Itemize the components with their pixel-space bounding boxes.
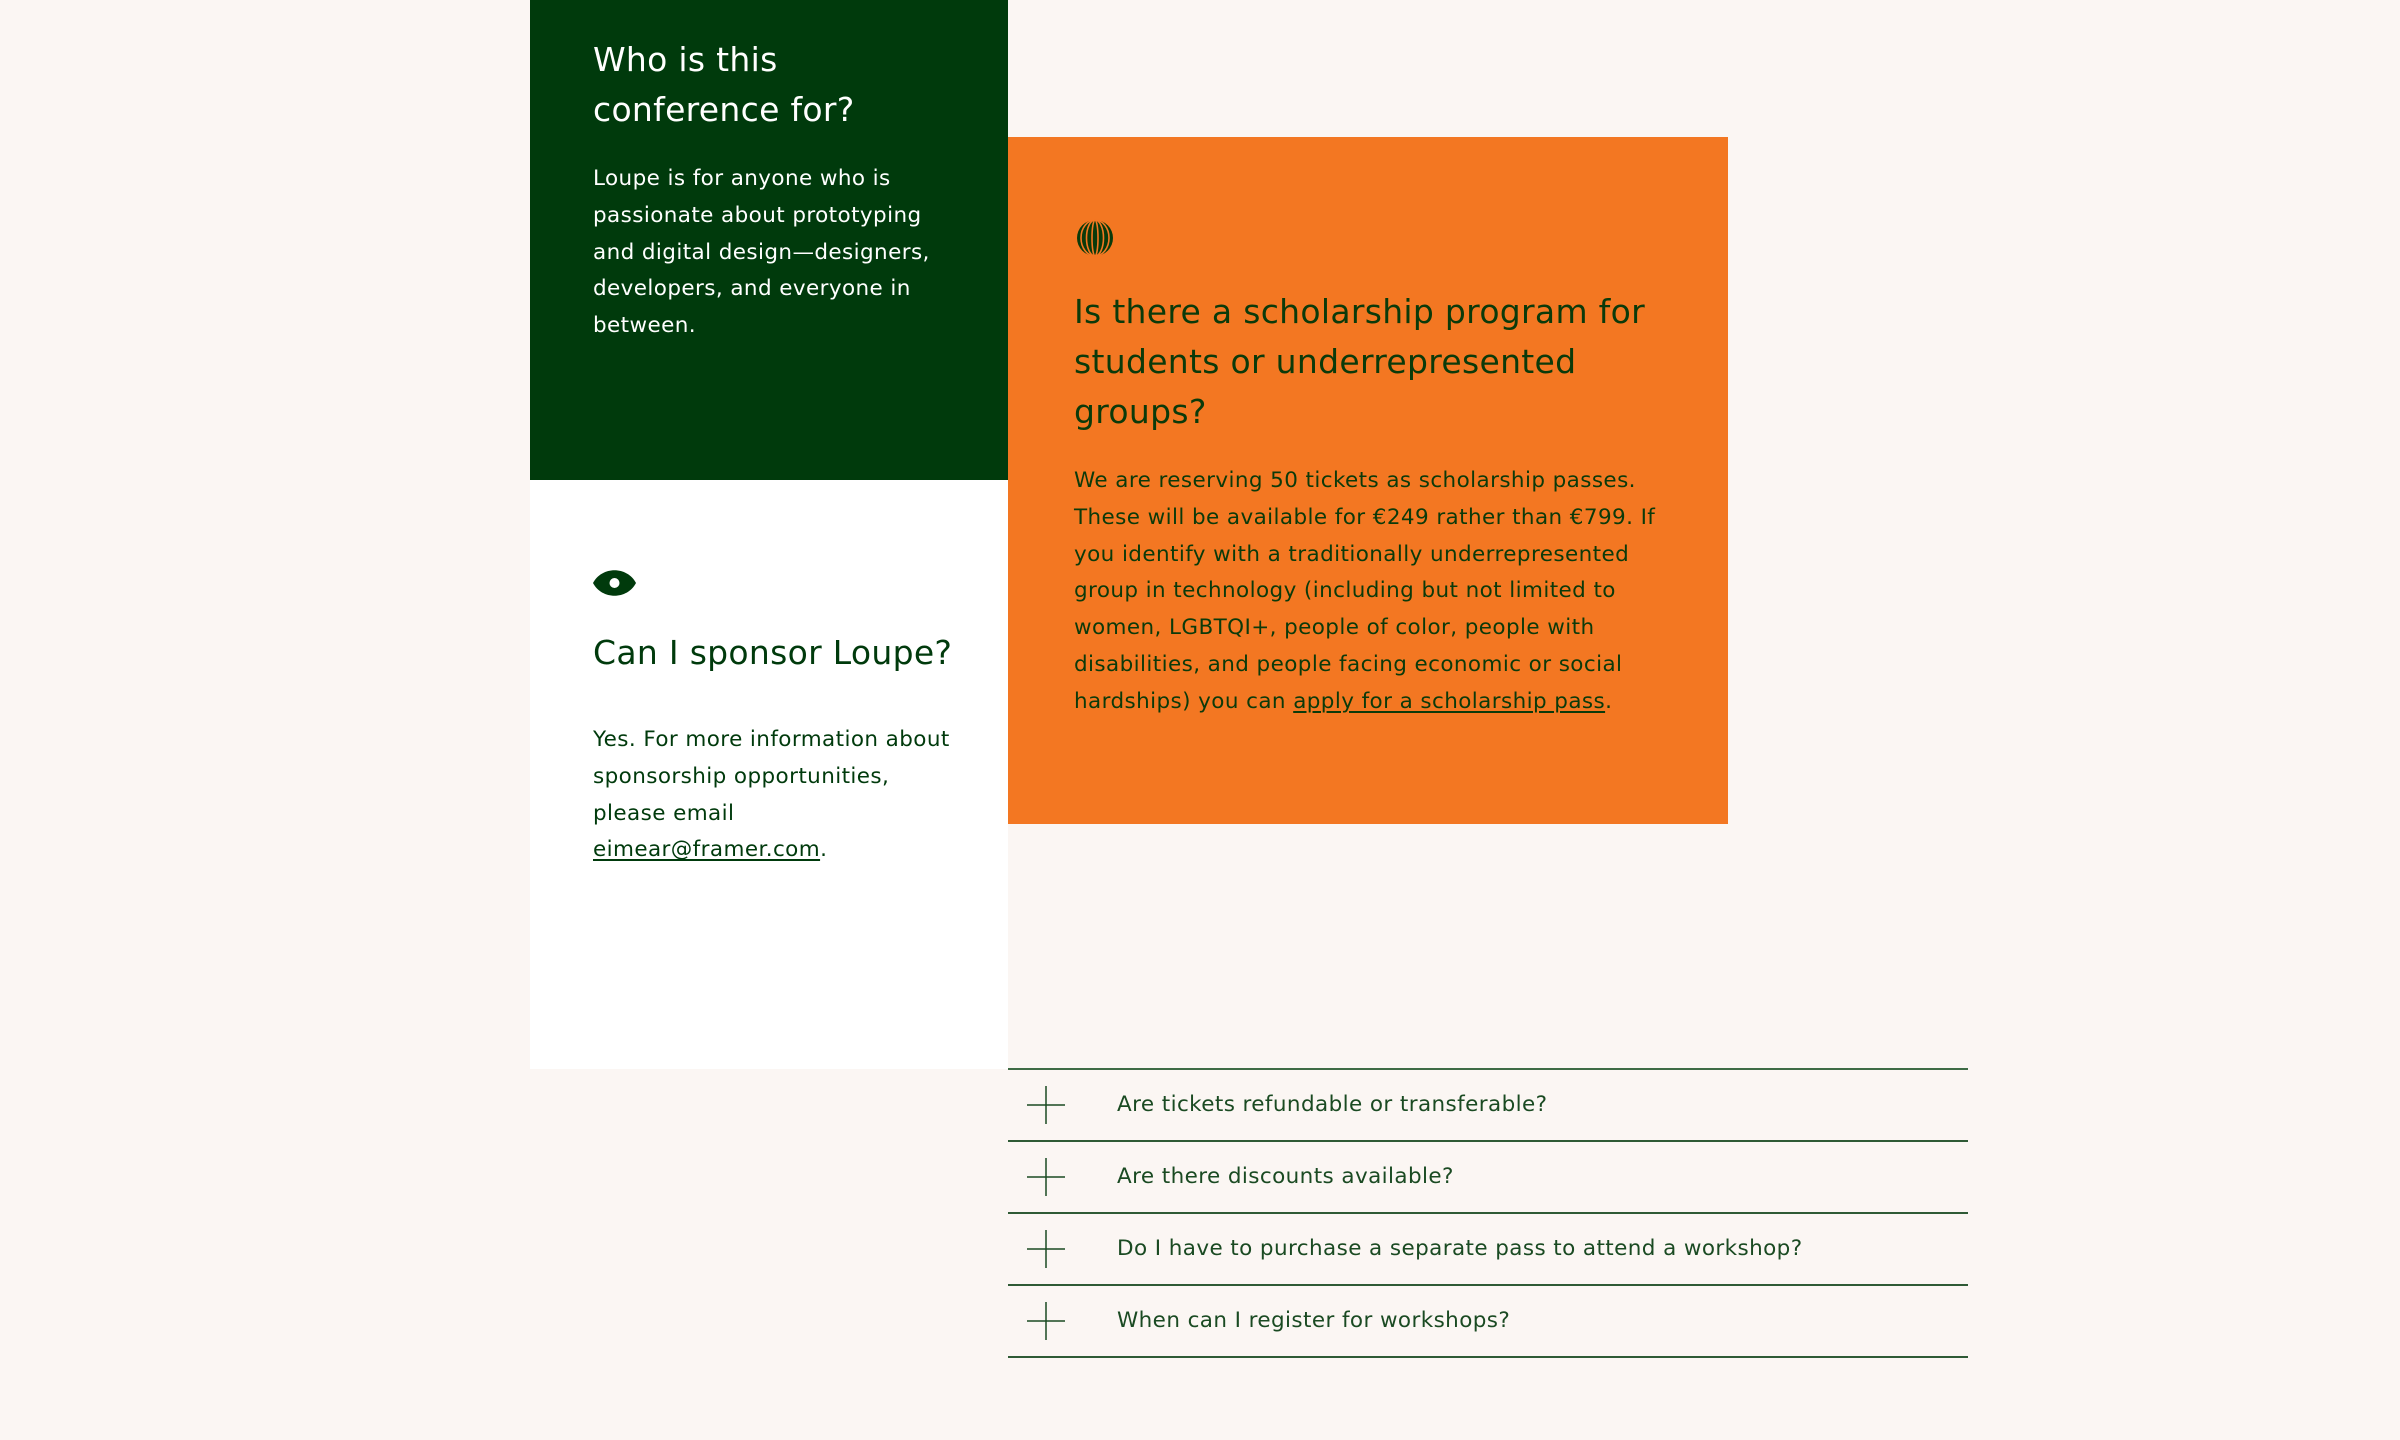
sponsor-card	[530, 480, 1008, 1069]
plus-icon[interactable]	[1027, 1158, 1065, 1196]
sponsor-body-text: Yes. For more information about sponsorship opportunities, please email	[593, 727, 950, 826]
faq-item[interactable]	[1008, 1070, 1968, 1142]
audience-title: Who is this conference for?	[593, 40, 855, 129]
audience-card	[530, 0, 1008, 480]
faq-question[interactable]: Do I have to purchase a separate pass to attend a workshop?	[1117, 1236, 1803, 1261]
faq-item[interactable]	[1008, 1214, 1968, 1286]
faq-item[interactable]	[1008, 1142, 1968, 1214]
faq-question[interactable]: Are tickets refundable or transferable?	[1117, 1092, 1548, 1117]
faq-question[interactable]: When can I register for workshops?	[1117, 1308, 1511, 1333]
scholarship-card	[1008, 137, 1728, 824]
plus-icon[interactable]	[1027, 1230, 1065, 1268]
striped-globe-icon	[1076, 219, 1114, 257]
sponsor-email-link[interactable]: eimear@framer.com	[593, 837, 821, 863]
faq-question[interactable]: Are there discounts available?	[1117, 1164, 1454, 1189]
plus-icon[interactable]	[1027, 1086, 1065, 1124]
faq-accordion	[1008, 1068, 1968, 1358]
scholarship-title: Is there a scholarship program for students or underrepresented groups?	[1074, 292, 1645, 431]
scholarship-body-suffix: .	[1605, 688, 1613, 714]
faq-item[interactable]	[1008, 1286, 1968, 1358]
sponsor-title: Can I sponsor Loupe?	[593, 633, 953, 672]
audience-body: Loupe is for anyone who is passionate about prototyping and digital design—designers, developers, and everyone in between.	[593, 166, 930, 339]
plus-icon[interactable]	[1027, 1302, 1065, 1340]
scholarship-body	[1074, 463, 1664, 721]
sponsor-body	[593, 722, 953, 869]
scholarship-body-text: We are reserving 50 tickets as scholarship passes. These will be available for €249 rather than €799. If you identify with a traditionally underrepresented group in technology (including but not limited to women, LGBTQI+, people of color, people with disabilities, and people facing economic or social hardships) you can	[1074, 468, 1656, 714]
eye-icon	[593, 570, 636, 596]
scholarship-apply-link[interactable]: apply for a scholarship pass	[1293, 688, 1606, 714]
sponsor-body-suffix: .	[820, 837, 828, 863]
